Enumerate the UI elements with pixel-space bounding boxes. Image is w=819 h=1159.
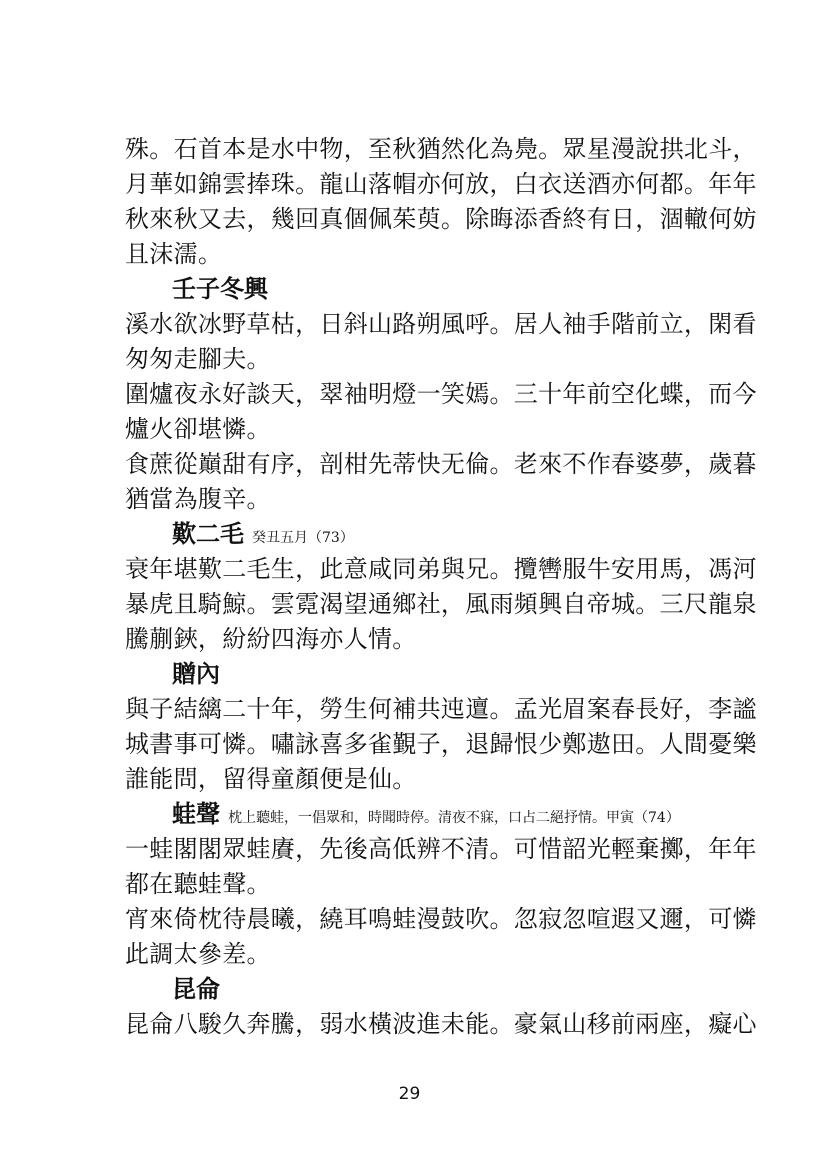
poem-line: 騰蒯鋏，紛紛四海亦人情。 bbox=[125, 625, 417, 653]
poem-line: 爐火卻堪憐。 bbox=[125, 415, 271, 443]
poem-title bbox=[172, 969, 220, 1009]
poem-line: 都在聽蛙聲。 bbox=[125, 870, 271, 898]
poem-title-note: 癸丑五月（73） bbox=[252, 530, 354, 546]
poem-title bbox=[172, 794, 680, 834]
poem-line: 殊。石首本是水中物，至秋猶然化為鳧。眾星漫說拱北斗， bbox=[125, 135, 757, 163]
poem-line: 匆匆走腳夫。 bbox=[125, 345, 271, 373]
poem-title bbox=[172, 514, 354, 554]
poem-line: 秋來秋又去，幾回真個佩茱萸。除晦添香終有日，涸轍何妨 bbox=[125, 205, 757, 233]
poem-line: 月華如錦雲捧珠。龍山落帽亦何放，白衣送酒亦何都。年年 bbox=[125, 170, 757, 198]
poem-title-text: 昆侖 bbox=[172, 974, 220, 1003]
poem-line: 溪水欲冰野草枯，日斜山路朔風呼。居人袖手階前立，閑看 bbox=[125, 310, 757, 338]
poem-line: 城書事可憐。嘯詠喜多雀覲子，退歸恨少鄭遨田。人間憂樂 bbox=[125, 730, 757, 758]
poem-title bbox=[172, 269, 268, 309]
poem-title-text: 壬子冬興 bbox=[172, 274, 268, 303]
poem-line: 且沫濡。 bbox=[125, 240, 223, 268]
poem-line: 宵來倚枕待晨曦，繞耳鳴蛙漫鼓吹。忽寂忽喧遐又邇，可憐 bbox=[125, 905, 757, 933]
poem-line: 此調太參差。 bbox=[125, 940, 271, 968]
page-number: 29 bbox=[398, 1084, 421, 1104]
poem-title-text: 贈內 bbox=[172, 659, 220, 688]
poem-line: 暴虎且騎鯨。雲霓渴望通鄉社，風雨頻興自帝城。三尺龍泉 bbox=[125, 590, 757, 618]
poem-line: 昆侖八駿久奔騰，弱水橫波進未能。豪氣山移前兩座，癡心 bbox=[125, 1010, 757, 1038]
poem-title-note: 枕上聽蛙，一倡眾和，時聞時停。清夜不寐，口占二絕抒情。甲寅（74） bbox=[228, 810, 680, 826]
poem-line: 誰能問，留得童顏便是仙。 bbox=[125, 765, 417, 793]
poem-line: 圍爐夜永好談天，翠袖明燈一笑嫣。三十年前空化蝶，而今 bbox=[125, 380, 757, 408]
poem-title bbox=[172, 654, 220, 694]
poem-line: 一蛙閣閣眾蛙賡，先後高低辨不清。可惜韶光輕棄擲，年年 bbox=[125, 835, 757, 863]
poem-line: 衰年堪歎二毛生，此意咸同弟與兄。攬轡服牛安用馬，馮河 bbox=[125, 555, 757, 583]
poem-title-text: 歎二毛 bbox=[172, 519, 244, 548]
poem-line: 猶當為腹辛。 bbox=[125, 485, 271, 513]
poem-line: 食蔗從巔甜有序，剖柑先蒂快无倫。老來不作春婆夢，歲暮 bbox=[125, 450, 757, 478]
poem-title-text: 蛙聲 bbox=[172, 799, 220, 828]
poem-line: 與子結縭二十年，勞生何補共迍邅。孟光眉案春長好，李謐 bbox=[125, 695, 757, 723]
